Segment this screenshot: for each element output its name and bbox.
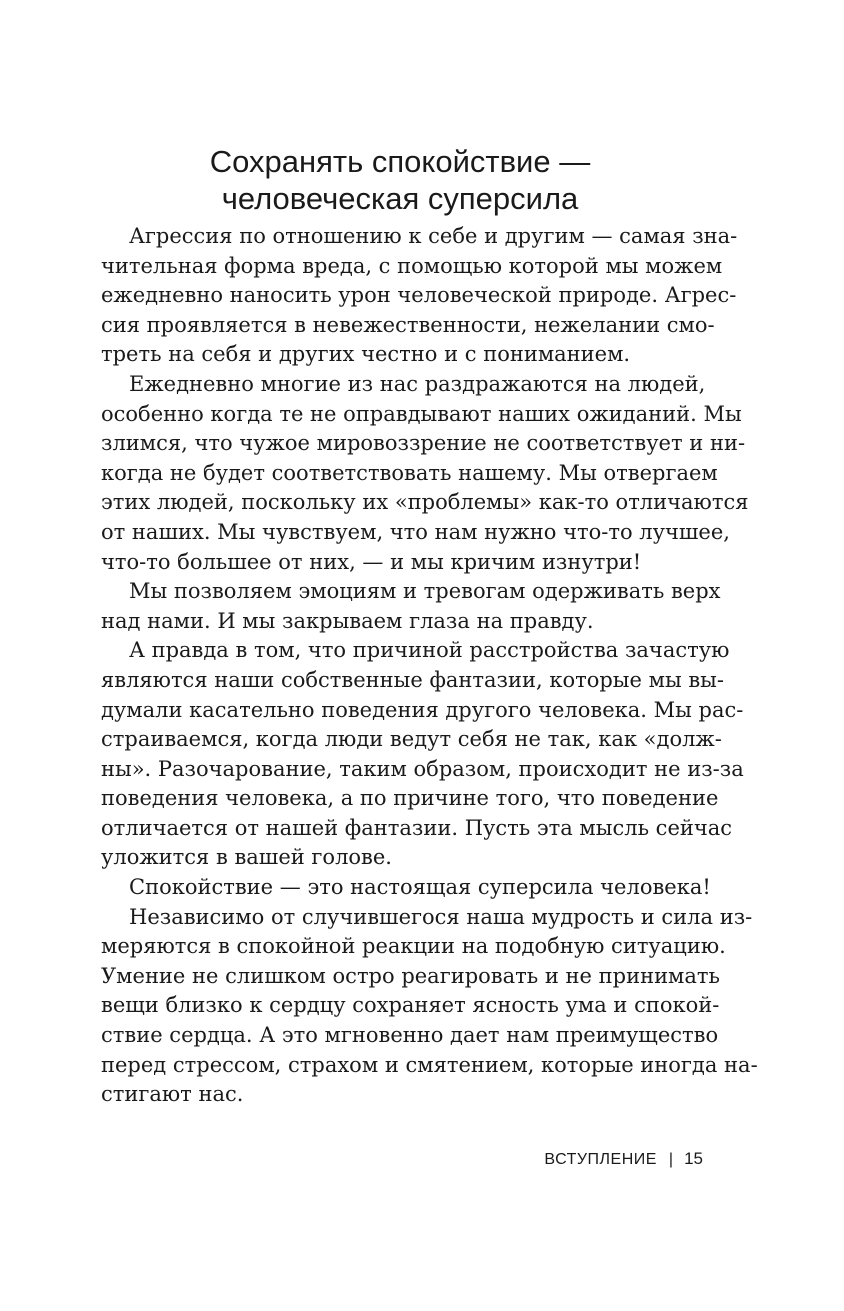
text-line: думали касательно поведения другого человека. Мы рас- [101,697,744,722]
text-line: Агрессия по отношению к себе и другим — самая зна- [129,224,738,248]
text-line: ствие сердца. А это мгновенно дает нам преимущество [101,1023,719,1048]
text-line: уложится в вашей голове. [101,845,392,870]
footer-separator: | [668,1151,674,1168]
paragraph [101,577,721,636]
text-line: треть на себя и других честно и с пониманием. [101,342,631,367]
text-line: А правда в том, что причиной расстройства зачастую [129,638,730,663]
text-line: поведения человека, а по причине того, что поведение [101,786,719,811]
paragraph [101,903,758,1110]
text-line: когда не будет соответствовать нашему. Мы отвергаем [101,460,718,485]
text-line: Мы позволяем эмоциям и тревогам одерживать верх [129,579,721,604]
text-line: этих людей, поскольку их «проблемы» как-то отличаются [101,490,749,515]
text-line: чительная форма вреда, с помощью которой мы можем [101,253,723,278]
body-text [101,222,758,1110]
text-line: от наших. Мы чувствуем, что нам нужно что-то лучшее, [101,519,730,544]
text-line: отличается от нашей фантазии. Пусть эта мысль сейчас [101,815,733,840]
paragraph [101,636,744,873]
chapter-heading [100,143,700,217]
text-line: являются наши собственные фантазии, которые мы вы- [101,667,724,692]
text-line: ны». Разочарование, таким образом, происходит не из-за [101,756,744,781]
text-line: ежедневно наносить урон человеческой природе. Агрес- [101,283,737,308]
page-footer [400,1148,703,1171]
text-line: сия проявляется в невежественности, нежелании смо- [101,312,715,337]
chapter-heading-line-1: Сохранять спокойствие — [209,144,591,179]
paragraph [101,370,749,577]
text-line: стигают нас. [101,1082,244,1107]
paragraph [101,222,738,370]
text-line: над нами. И мы закрываем глаза на правду. [101,608,594,633]
text-line: меряются в спокойной реакции на подобную ситуацию. [101,934,726,959]
paragraph [101,873,711,903]
text-line: перед стрессом, страхом и смятением, которые иногда на- [101,1052,758,1077]
text-line: что-то большее от них, — и мы кричим изнутри! [101,549,642,574]
text-line: особенно когда те не оправдывают наших ожиданий. Мы [101,401,742,426]
page-number: 15 [684,1149,703,1168]
text-line: вещи близко к сердцу сохраняет ясность ума и спокой- [101,993,720,1018]
text-line: страиваемся, когда люди ведут себя не так, как «долж- [101,727,722,752]
text-line: злимся, что чужое мировоззрение не соответствует и ни- [101,431,746,456]
text-line: Ежедневно многие из нас раздражаются на людей, [129,371,706,396]
text-line: Умение не слишком остро реагировать и не принимать [101,963,720,988]
text-line: Независимо от случившегося наша мудрость и сила из- [129,904,753,929]
text-line: Спокойствие — это настоящая суперсила человека! [129,875,711,900]
running-section-title: ВСТУПЛЕНИЕ [544,1151,657,1168]
chapter-heading-line-2: человеческая суперсила [221,181,579,216]
